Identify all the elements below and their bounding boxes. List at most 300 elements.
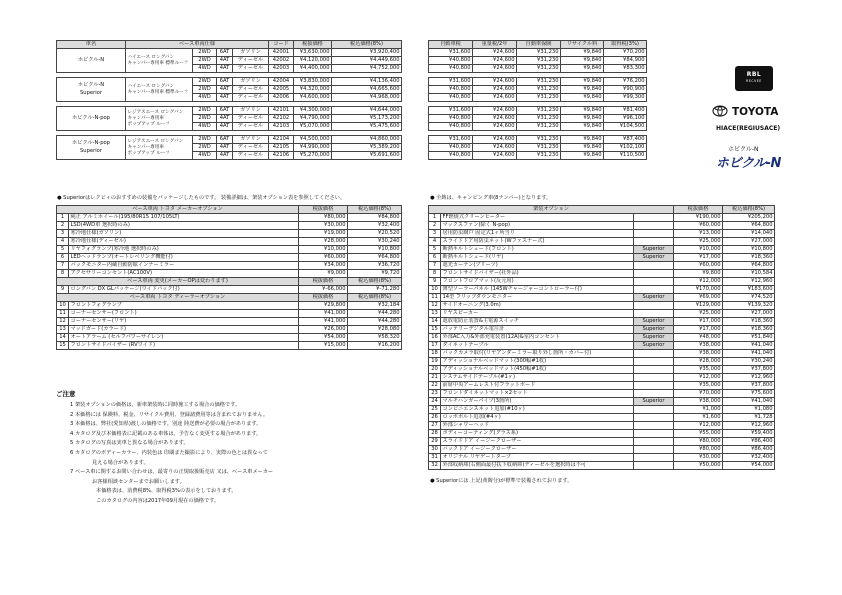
logo-sub: RECVEE — [746, 79, 762, 83]
fuel: ガソリン — [233, 78, 269, 86]
option-price-in: ¥205,200 — [723, 214, 775, 222]
option-price-ex: ¥-66,000 — [299, 286, 348, 294]
right-option-table — [428, 205, 775, 470]
option-price-in: ¥14,040 — [723, 230, 775, 238]
price-in-tax: ¥5,691,600 — [332, 152, 402, 160]
header-car-name: 車名 — [57, 41, 126, 49]
transmission: 4AT — [217, 57, 233, 65]
code: 42105 — [269, 144, 294, 152]
tax-cell: ¥70,200 — [604, 49, 647, 57]
note-line: 1 架装オプションの価格は、新車架装時に同時施工する場合の価格です。 — [70, 402, 241, 408]
tax-row — [429, 136, 647, 144]
header-price-in: 税込価格(8%) — [332, 41, 402, 49]
price-ex-tax: ¥4,120,000 — [294, 57, 332, 65]
section-header — [429, 206, 775, 214]
superior-badge — [634, 222, 674, 230]
model-name: HIACE(REGIUSACE) — [716, 125, 781, 132]
tax-row — [429, 57, 647, 65]
tax-cell: ¥31,230 — [517, 65, 561, 73]
fuel: ディーゼル — [233, 123, 269, 131]
option-price-in: ¥37,800 — [723, 382, 775, 390]
option-price-ex: ¥10,000 — [674, 246, 723, 254]
drive: 2WD — [193, 136, 217, 144]
option-price-in: ¥9,720 — [348, 270, 402, 278]
tax-cell: ¥24,600 — [473, 115, 517, 123]
tax-cell: ¥9,840 — [561, 78, 604, 86]
option-name: バックドア イージークローザー — [441, 446, 634, 454]
option-price-in: ¥58,320 — [348, 334, 402, 342]
section-h2: 税込価格(8%) — [348, 278, 402, 286]
section-h2: 税込価格(8%) — [348, 294, 402, 302]
code: 42001 — [269, 49, 294, 57]
fuel: ディーゼル — [233, 65, 269, 73]
option-row — [57, 318, 402, 326]
option-price-in: ¥10,584 — [723, 270, 775, 278]
drive: 4WD — [193, 94, 217, 102]
option-price-in: ¥10,800 — [348, 246, 402, 254]
spec-line: ハイエース ロングバン — [127, 54, 175, 60]
base-vehicle-spec — [126, 136, 193, 160]
price-ex-tax: ¥4,300,000 — [294, 107, 332, 115]
option-name: スライドドア用防虫ネット(Wファスナー式) — [441, 238, 634, 246]
tax-cell: ¥9,840 — [561, 57, 604, 65]
option-no: 4 — [429, 238, 441, 246]
transmission: 6AT — [217, 136, 233, 144]
option-row — [429, 214, 775, 222]
option-price-ex: ¥41,000 — [299, 310, 348, 318]
option-row — [429, 462, 775, 470]
registration-legend: ● 全鋳は、キャンピング車(8ナンバー)となります。 — [430, 195, 552, 201]
option-row — [429, 342, 775, 350]
option-price-ex: ¥80,000 — [299, 214, 348, 222]
option-no: 23 — [429, 390, 441, 398]
option-row — [57, 222, 402, 230]
option-no: 9 — [429, 278, 441, 286]
option-row — [57, 254, 402, 262]
option-name: オリジナル リヤゲートタープ — [441, 454, 634, 462]
tax-cell: ¥24,600 — [473, 152, 517, 160]
option-no: 29 — [429, 438, 441, 446]
option-no: 24 — [429, 398, 441, 406]
tax-cell: ¥40,800 — [429, 123, 473, 131]
price-ex-tax: ¥5,270,000 — [294, 152, 332, 160]
option-row — [57, 230, 402, 238]
transmission: 4AT — [217, 86, 233, 94]
superior-badge: Superior — [634, 398, 674, 406]
option-row — [429, 422, 775, 430]
header-car-tax: 自動車税 — [429, 41, 473, 49]
option-no: 3 — [57, 230, 69, 238]
option-price-in: ¥44,280 — [348, 310, 402, 318]
option-price-in: ¥74,520 — [723, 294, 775, 302]
price-ex-tax: ¥5,070,000 — [294, 123, 332, 131]
note-line: 4 カタログ及び本価格表に記載のある車体は、予告なく変更する場合があります。 — [70, 430, 262, 437]
option-row — [57, 214, 402, 222]
section-h2: 税込価格(8%) — [723, 206, 775, 214]
tax-cell: ¥31,230 — [517, 78, 561, 86]
option-row — [429, 414, 775, 422]
car-name-main: ホビクル-N-pop — [72, 140, 110, 147]
tax-cell: ¥99,300 — [604, 94, 647, 102]
option-no: 27 — [429, 422, 441, 430]
option-row — [57, 326, 402, 334]
option-price-in: ¥41,040 — [723, 350, 775, 358]
option-price-ex: ¥38,000 — [674, 350, 723, 358]
option-row — [429, 446, 775, 454]
code: 42003 — [269, 65, 294, 73]
car-name-main: ホビクル-N — [77, 56, 105, 63]
price-ex-tax: ¥4,600,000 — [294, 94, 332, 102]
fuel: ディーゼル — [233, 57, 269, 65]
tax-cell: ¥40,800 — [429, 152, 473, 160]
option-price-ex: ¥60,000 — [299, 254, 348, 262]
spec-line: ポップアップ ルーフ — [127, 121, 170, 127]
tax-cell: ¥102,100 — [604, 144, 647, 152]
option-row — [429, 390, 775, 398]
header-insurance: 自動車保険 — [517, 41, 561, 49]
car-name — [57, 107, 126, 131]
drive: 4WD — [193, 152, 217, 160]
tax-cell: ¥24,600 — [473, 144, 517, 152]
tax-cell: ¥9,840 — [561, 136, 604, 144]
option-name: 外部AC入力&外部充電装置(12A)&室内コンセント — [441, 334, 634, 342]
superior-badge: Superior — [634, 334, 674, 342]
option-price-in: ¥32,184 — [348, 302, 402, 310]
option-row — [57, 302, 402, 310]
option-price-ex: ¥60,000 — [674, 262, 723, 270]
tax-cell: ¥40,800 — [429, 115, 473, 123]
option-price-ex: ¥12,000 — [674, 374, 723, 382]
option-row — [429, 438, 775, 446]
superior-badge — [634, 286, 674, 294]
option-row — [429, 318, 775, 326]
option-no: 18 — [429, 350, 441, 358]
base-vehicle-spec — [126, 78, 193, 102]
header-weight-tax: 重量税/2年 — [473, 41, 517, 49]
superior-badge: Superior — [634, 246, 674, 254]
option-no: 28 — [429, 430, 441, 438]
section-h1: 税抜価格 — [299, 278, 348, 286]
code: 42002 — [269, 57, 294, 65]
drive: 4WD — [193, 123, 217, 131]
spec-line: レジアスエース ロングバン — [127, 109, 184, 115]
option-price-ex: ¥80,000 — [674, 446, 723, 454]
option-price-ex: ¥10,000 — [299, 246, 348, 254]
option-no: 6 — [429, 254, 441, 262]
car-name — [57, 78, 126, 102]
option-row — [429, 270, 775, 278]
transmission: 6AT — [217, 107, 233, 115]
tax-cell: ¥110,500 — [604, 152, 647, 160]
option-no: 5 — [57, 246, 69, 254]
drive: 2WD — [193, 57, 217, 65]
superior-badge — [634, 382, 674, 390]
spec-line: キャンパー専用車 標準ルーフ — [127, 89, 189, 95]
fuel: ディーゼル — [233, 152, 269, 160]
code: 42006 — [269, 94, 294, 102]
option-row — [57, 246, 402, 254]
superior-badge — [634, 214, 674, 222]
option-row — [429, 222, 775, 230]
toyota-logo — [712, 104, 798, 118]
option-price-ex: ¥12,000 — [674, 422, 723, 430]
tax-cell: ¥24,600 — [473, 78, 517, 86]
tax-cell: ¥9,840 — [561, 144, 604, 152]
price-in-tax: ¥5,173,200 — [332, 115, 402, 123]
option-no: 11 — [429, 294, 441, 302]
spec-line: レジアスエース ロングバン — [127, 138, 184, 144]
option-name: 純正 アルミホイール(195/80R15 107/105LT) — [69, 214, 299, 222]
option-price-ex: ¥80,000 — [674, 438, 723, 446]
option-row — [57, 286, 402, 294]
option-no: 4 — [57, 238, 69, 246]
option-name: 14型 フリップダウンモニター — [441, 294, 634, 302]
superior-footnote: ● Superiorには 上記(黄鋳分)が標準で装備されております。 — [430, 478, 573, 484]
price-in-tax: ¥4,449,600 — [332, 57, 402, 65]
option-no: 1 — [429, 214, 441, 222]
logo-text: RBL — [746, 71, 762, 78]
tax-cell: ¥90,900 — [604, 86, 647, 94]
note-line: このカタログの内容は2017年09月現在の価格です。 — [96, 497, 220, 504]
option-name: ロッポボルト追加(#4ヶ) — [441, 414, 634, 422]
option-no: 16 — [429, 334, 441, 342]
car-name-sub: Superior — [80, 147, 102, 154]
superior-badge — [634, 278, 674, 286]
option-row — [57, 342, 402, 350]
option-price-ex: ¥28,000 — [674, 358, 723, 366]
option-price-in: ¥1,728 — [723, 414, 775, 422]
option-name: 断熱キルトシェード(リヤ) — [441, 254, 634, 262]
transmission: 6AT — [217, 78, 233, 86]
car-name-sub: Superior — [80, 89, 102, 96]
section-header — [57, 278, 402, 286]
tax-cell: ¥96,100 — [604, 115, 647, 123]
option-price-ex: ¥19,000 — [299, 230, 348, 238]
transmission: 4AT — [217, 152, 233, 160]
series-logo: ホビクル-N — [716, 156, 781, 171]
option-price-ex: ¥170,000 — [674, 286, 723, 294]
option-row — [429, 246, 775, 254]
car-name — [57, 49, 126, 73]
option-price-ex: ¥13,000 — [674, 230, 723, 238]
option-row — [429, 398, 775, 406]
option-price-in: ¥41,040 — [723, 398, 775, 406]
option-price-in: ¥27,000 — [723, 310, 775, 318]
tax-row — [429, 65, 647, 73]
option-price-in: ¥51,840 — [723, 334, 775, 342]
option-row — [429, 334, 775, 342]
option-price-ex: ¥50,000 — [674, 462, 723, 470]
price-ex-tax: ¥3,630,000 — [294, 49, 332, 57]
option-price-ex: ¥41,000 — [299, 318, 348, 326]
option-name: スライドドア イージークローザー — [441, 438, 634, 446]
option-name: 居用防虫網戸 固定式1ヶ所当り — [441, 230, 634, 238]
header-price-ex: 税抜価格 — [294, 41, 332, 49]
option-name: 前席中央アームレスト付フラットボード — [441, 382, 634, 390]
superior-badge — [634, 390, 674, 398]
option-price-in: ¥36,720 — [348, 262, 402, 270]
superior-badge — [634, 454, 674, 462]
tax-cell: ¥31,600 — [429, 136, 473, 144]
option-price-in: ¥30,240 — [723, 358, 775, 366]
option-price-ex: ¥17,000 — [674, 254, 723, 262]
note-line: 2 本価格には 保険料、税金、リサイクル費用、登録諸費用等は含まれておりません。 — [70, 411, 269, 418]
option-name: アディッショナルベッドマット(450幅#1枚) — [441, 366, 634, 374]
option-price-in: ¥18,360 — [723, 318, 775, 326]
option-name: フロントサイドバイザー (RVワイド) — [69, 342, 299, 350]
spec-line: ポップアップ ルーフ — [127, 150, 170, 156]
transmission: 4AT — [217, 123, 233, 131]
header-code: コード — [269, 41, 294, 49]
base-vehicle-spec — [126, 107, 193, 131]
option-name: ロングバン DX GLパッケージ(ワイドバック付) — [69, 286, 299, 294]
option-name: サイドオーニング(3.0m) — [441, 302, 634, 310]
toyota-wordmark: TOYOTA — [732, 106, 779, 118]
option-row — [57, 310, 402, 318]
header-base-spec: ベース車両仕様 — [126, 41, 269, 49]
base-spec-table — [56, 40, 402, 160]
option-name: コンビニエンスネット追加(#10ヶ) — [441, 406, 634, 414]
option-price-ex: ¥35,000 — [674, 382, 723, 390]
superior-badge: Superior — [634, 342, 674, 350]
option-name: マルチハンガーパイプ(3箇所) — [441, 398, 634, 406]
option-name: 断熱キルトシェード(フロント) — [441, 246, 634, 254]
drive: 2WD — [193, 49, 217, 57]
option-no: 14 — [429, 318, 441, 326]
superior-badge — [634, 262, 674, 270]
option-row — [429, 262, 775, 270]
tax-cell: ¥40,800 — [429, 57, 473, 65]
option-price-ex: ¥30,000 — [674, 454, 723, 462]
option-no: 2 — [429, 222, 441, 230]
drive: 4WD — [193, 65, 217, 73]
tax-cell: ¥9,840 — [561, 115, 604, 123]
option-name: ボディーコーティング(グラス系) — [441, 430, 634, 438]
option-price-ex: ¥9,000 — [299, 270, 348, 278]
superior-badge — [634, 430, 674, 438]
option-name: フロントフロアマット(反元用) — [441, 278, 634, 286]
option-name: システムサイドテーブル(#1ヶ) — [441, 374, 634, 382]
option-price-in: ¥84,800 — [348, 214, 402, 222]
option-price-ex: ¥28,000 — [299, 238, 348, 246]
option-price-in: ¥30,240 — [348, 238, 402, 246]
car-name-main: ホビクル-N-pop — [72, 114, 110, 121]
fuel: ディーゼル — [233, 94, 269, 102]
option-row — [429, 230, 775, 238]
code: 42102 — [269, 115, 294, 123]
price-ex-tax: ¥4,990,000 — [294, 144, 332, 152]
tax-cell: ¥24,600 — [473, 94, 517, 102]
option-row — [429, 310, 775, 318]
spec-row — [57, 49, 402, 57]
transmission: 4AT — [217, 94, 233, 102]
car-name — [57, 136, 126, 160]
fuel: ガソリン — [233, 107, 269, 115]
tax-cell: ¥24,600 — [473, 136, 517, 144]
option-price-in: ¥86,400 — [723, 446, 775, 454]
left-option-table — [56, 205, 402, 350]
option-name: FF燃焼式クリーンヒーター — [441, 214, 634, 222]
option-name: フロントフォグランプ — [69, 302, 299, 310]
superior-badge — [634, 310, 674, 318]
price-in-tax: ¥4,752,000 — [332, 65, 402, 73]
option-price-in: ¥183,600 — [723, 286, 775, 294]
tax-row — [429, 107, 647, 115]
option-name: 遮放電防止装置&主電源スイッチ — [441, 318, 634, 326]
option-name: リヤスピーカー — [441, 310, 634, 318]
note-line: 3 本価格は、弊社(愛知県)渡しの価格です。別途 陸送費が必要の場合があります。 — [70, 421, 262, 428]
tax-row — [429, 86, 647, 94]
tax-cell: ¥24,600 — [473, 65, 517, 73]
fuel: ディーゼル — [233, 86, 269, 94]
option-no: 12 — [429, 302, 441, 310]
option-row — [429, 350, 775, 358]
option-name: バッテリーデジタル電圧計 — [441, 326, 634, 334]
option-price-ex: ¥30,000 — [299, 222, 348, 230]
tax-cell: ¥31,230 — [517, 123, 561, 131]
option-price-in: ¥27,000 — [723, 238, 775, 246]
tax-cell: ¥84,900 — [604, 57, 647, 65]
code: 42004 — [269, 78, 294, 86]
note-line: 本価格表は、消費税8%、取得税3%の表示をしております。 — [96, 488, 237, 495]
section-title: ベース車両 トヨタ ディーラーオプション — [57, 294, 299, 302]
tax-cell: ¥104,500 — [604, 123, 647, 131]
tax-cell: ¥31,230 — [517, 144, 561, 152]
fuel: ディーゼル — [233, 115, 269, 123]
option-no: 21 — [429, 374, 441, 382]
option-row — [429, 254, 775, 262]
tax-cell: ¥83,300 — [604, 65, 647, 73]
tax-cell: ¥24,600 — [473, 57, 517, 65]
tax-row — [429, 94, 647, 102]
tax-cell: ¥24,600 — [473, 49, 517, 57]
option-no: 26 — [429, 414, 441, 422]
option-no: 2 — [57, 222, 69, 230]
option-name: バックカメラ取付(リヤアンダーミラー取り外し箇所・カバー付) — [441, 350, 634, 358]
superior-badge — [634, 446, 674, 454]
transmission: 4AT — [217, 115, 233, 123]
section-title: ベース車両 トヨタ メーカーオプション — [57, 206, 299, 214]
superior-badge — [634, 358, 674, 366]
note-line: お客様相談センターまでお願いします。 — [92, 478, 185, 485]
tax-cell: ¥31,230 — [517, 152, 561, 160]
option-no: 13 — [429, 310, 441, 318]
option-price-in: ¥64,800 — [723, 222, 775, 230]
option-name: リヤフォグランプ(寒冷地 選択時のみ) — [69, 246, 299, 254]
option-no: 7 — [57, 262, 69, 270]
option-name: 寒冷地仕様(ディーゼル) — [69, 238, 299, 246]
tax-cell: ¥31,600 — [429, 49, 473, 57]
tax-row — [429, 123, 647, 131]
option-no: 11 — [57, 310, 69, 318]
option-row — [429, 406, 775, 414]
fuel: ガソリン — [233, 49, 269, 57]
superior-badge — [634, 230, 674, 238]
superior-badge — [634, 462, 674, 470]
section-h2: 税込価格(8%) — [348, 206, 402, 214]
section-h1: 税抜価格 — [299, 294, 348, 302]
price-in-tax: ¥5,475,600 — [332, 123, 402, 131]
section-title: 架装オプション — [429, 206, 674, 214]
option-price-in: ¥64,800 — [348, 254, 402, 262]
tax-row — [429, 115, 647, 123]
section-title: ベース車両 変更(メーカーOPは変わります) — [57, 278, 299, 286]
tax-row — [429, 49, 647, 57]
option-no: 31 — [429, 454, 441, 462]
tax-row — [429, 152, 647, 160]
option-row — [429, 382, 775, 390]
tax-cell: ¥76,200 — [604, 78, 647, 86]
